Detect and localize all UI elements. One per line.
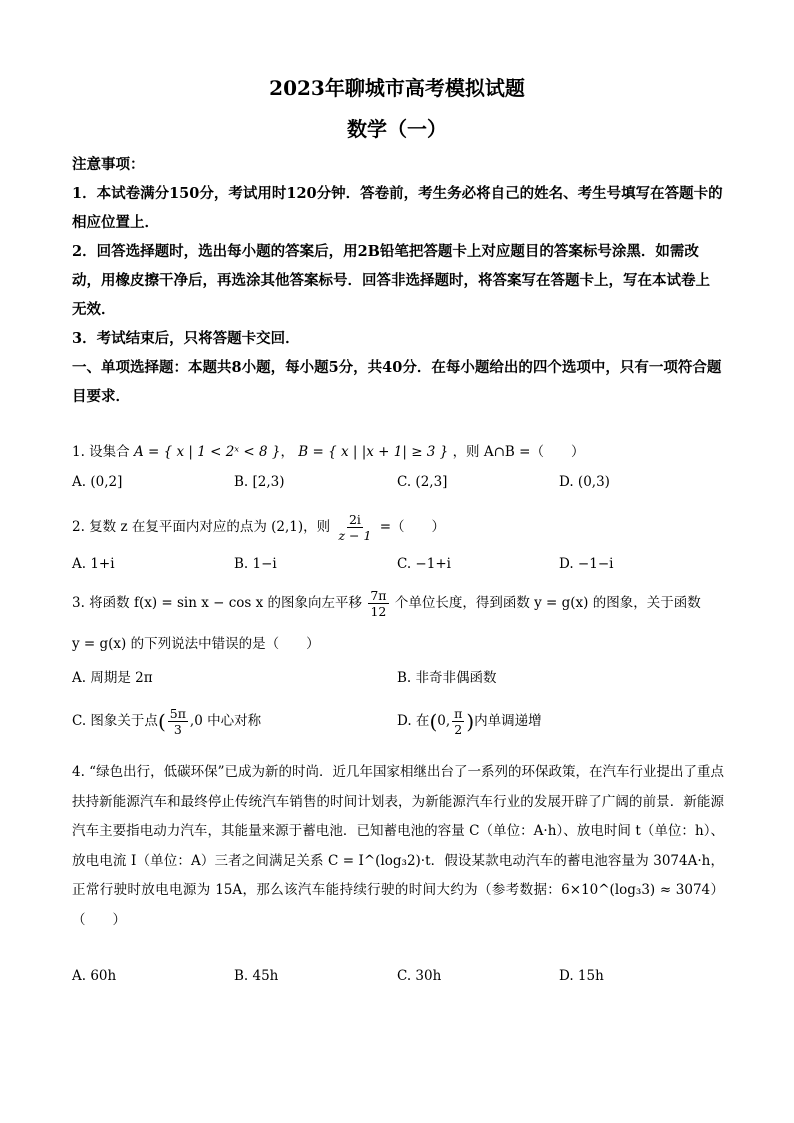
- q4-option-c: C. 30h: [397, 968, 442, 984]
- exam-subtitle: 数学（一）: [347, 117, 447, 141]
- q3-prefix: 3. 将函数 f(x) = sin x − cos x 的图象向左平移: [72, 595, 363, 611]
- q1-option-b: B. [2,3): [234, 474, 285, 490]
- q4-option-d: D. 15h: [559, 968, 604, 984]
- q2-option-a: A. 1+i: [72, 556, 115, 572]
- q1-option-c: C. (2,3]: [397, 474, 448, 490]
- notes-item-1: 1．本试卷满分150分，考试用时120分钟．答卷前，考生务必将自己的姓名、考生号填写在答题卡的相应位置上．: [72, 185, 723, 231]
- left-paren-icon: (: [429, 709, 438, 734]
- q3-option-c-prefix: C. 图象关于点: [72, 713, 158, 729]
- q3-option-d-suffix: 内单调递增: [474, 713, 542, 729]
- q1-set-b: B = { x | |x + 1| ≥ 3 }: [298, 444, 449, 460]
- q3-option-c-suffix: ,0 中心对称: [189, 713, 262, 729]
- q1-option-d: D. (0,3): [559, 474, 610, 490]
- q3-options-row-2: [72, 706, 724, 748]
- q2-fraction: [336, 512, 373, 543]
- q3-option-d: [397, 706, 542, 737]
- exam-title: 2023年聊城市高考模拟试题: [269, 76, 525, 100]
- q3-option-a: A. 周期是 2π: [72, 670, 153, 686]
- q3-option-d-zero: 0,: [437, 713, 451, 729]
- q3-options-row-1: [72, 666, 724, 694]
- q2-option-c: C. −1+i: [397, 556, 451, 572]
- q2-option-d: D. −1−i: [559, 556, 614, 572]
- q1-option-a: A. (0,2]: [72, 474, 123, 490]
- q3-fraction-denominator: 12: [370, 604, 387, 619]
- question-3: [72, 588, 724, 619]
- q4-option-b: B. 45h: [234, 968, 279, 984]
- q2-suffix: =（ ）: [379, 519, 446, 535]
- q4-option-a: A. 60h: [72, 968, 117, 984]
- notes-item-3: 3．考试结束后，只将答题卡交回．: [72, 330, 300, 347]
- q1-options: [72, 474, 724, 502]
- question-2: [72, 512, 724, 543]
- q1-comma: ，: [280, 444, 294, 460]
- q2-option-b: B. 1−i: [234, 556, 277, 572]
- q1-suffix: ，则 A∩B =（ ）: [452, 444, 585, 460]
- question-4: 4. “绿色出行，低碳环保”已成为新的时尚．近几年国家相继出台了一系列的环保政策，在汽车行业提出了重点扶持新能源汽车和最终停止传统汽车销售的时间计划表，为新能源汽车行业的发展开辟了广阔的前景．新能源汽车主要指电动力汽车，其能量来源于蓄电池．已知蓄电池的容量 C（单位：A·h）、放电时间 t（单位：h）、放电电流 I（单位：A）三者之间满足关系 C = I^(log₃2)·t．假设某款电动汽车的蓄电池容量为 3074A·h，正常行驶时放电电源为 15A，那么该汽车能持续行驶的时间大约为（参考数据：6×10^(log₃3) ≈ 3074）（ ）: [72, 764, 724, 928]
- left-paren-icon: (: [157, 709, 166, 734]
- q2-options: [72, 556, 724, 584]
- q3-option-c-fraction: [168, 706, 188, 737]
- right-paren-icon: ): [466, 709, 475, 734]
- q1-set-a: A = { x | 1 < 2ˣ < 8 }: [133, 444, 281, 460]
- q3-option-c-denominator: 3: [173, 722, 182, 737]
- q2-fraction-denominator: z − 1: [338, 528, 372, 543]
- q1-prefix: 1. 设集合: [72, 444, 130, 460]
- q3-line-2: y = g(x) 的下列说法中错误的是（ ）: [72, 636, 320, 652]
- notes-section: [72, 150, 724, 411]
- q3-fraction: [368, 588, 388, 619]
- q3-option-c-numerator: 5π: [169, 706, 186, 721]
- q3-fraction-numerator: 7π: [370, 588, 387, 603]
- q3-option-d-prefix: D. 在: [397, 713, 430, 729]
- section-heading: 一、单项选择题：本题共8小题，每小题5分，共40分．在每小题给出的四个选项中，只有一项符合题目要求．: [72, 359, 722, 405]
- q3-option-b: B. 非奇非偶函数: [397, 670, 497, 686]
- q3-option-d-numerator: π: [454, 706, 463, 721]
- question-1: [72, 438, 724, 466]
- notes-heading: 注意事项：: [72, 156, 145, 173]
- q3-option-c: [72, 706, 261, 737]
- q2-prefix: 2. 复数 z 在复平面内对应的点为 (2,1)，则: [72, 519, 331, 535]
- q3-option-d-denominator: 2: [454, 722, 463, 737]
- q3-option-d-fraction: [452, 706, 464, 737]
- q4-options: [72, 968, 724, 996]
- q3-suffix: 个单位长度，得到函数 y = g(x) 的图象，关于函数: [394, 595, 701, 611]
- notes-item-2: 2．回答选择题时，选出每小题的答案后，用2B铅笔把答题卡上对应题目的答案标号涂黑．如需改动，用橡皮擦干净后，再选涂其他答案标号．回答非选择题时，将答案写在答题卡上，写在本试卷上无效．: [72, 243, 710, 318]
- q2-fraction-numerator: 2i: [348, 512, 361, 527]
